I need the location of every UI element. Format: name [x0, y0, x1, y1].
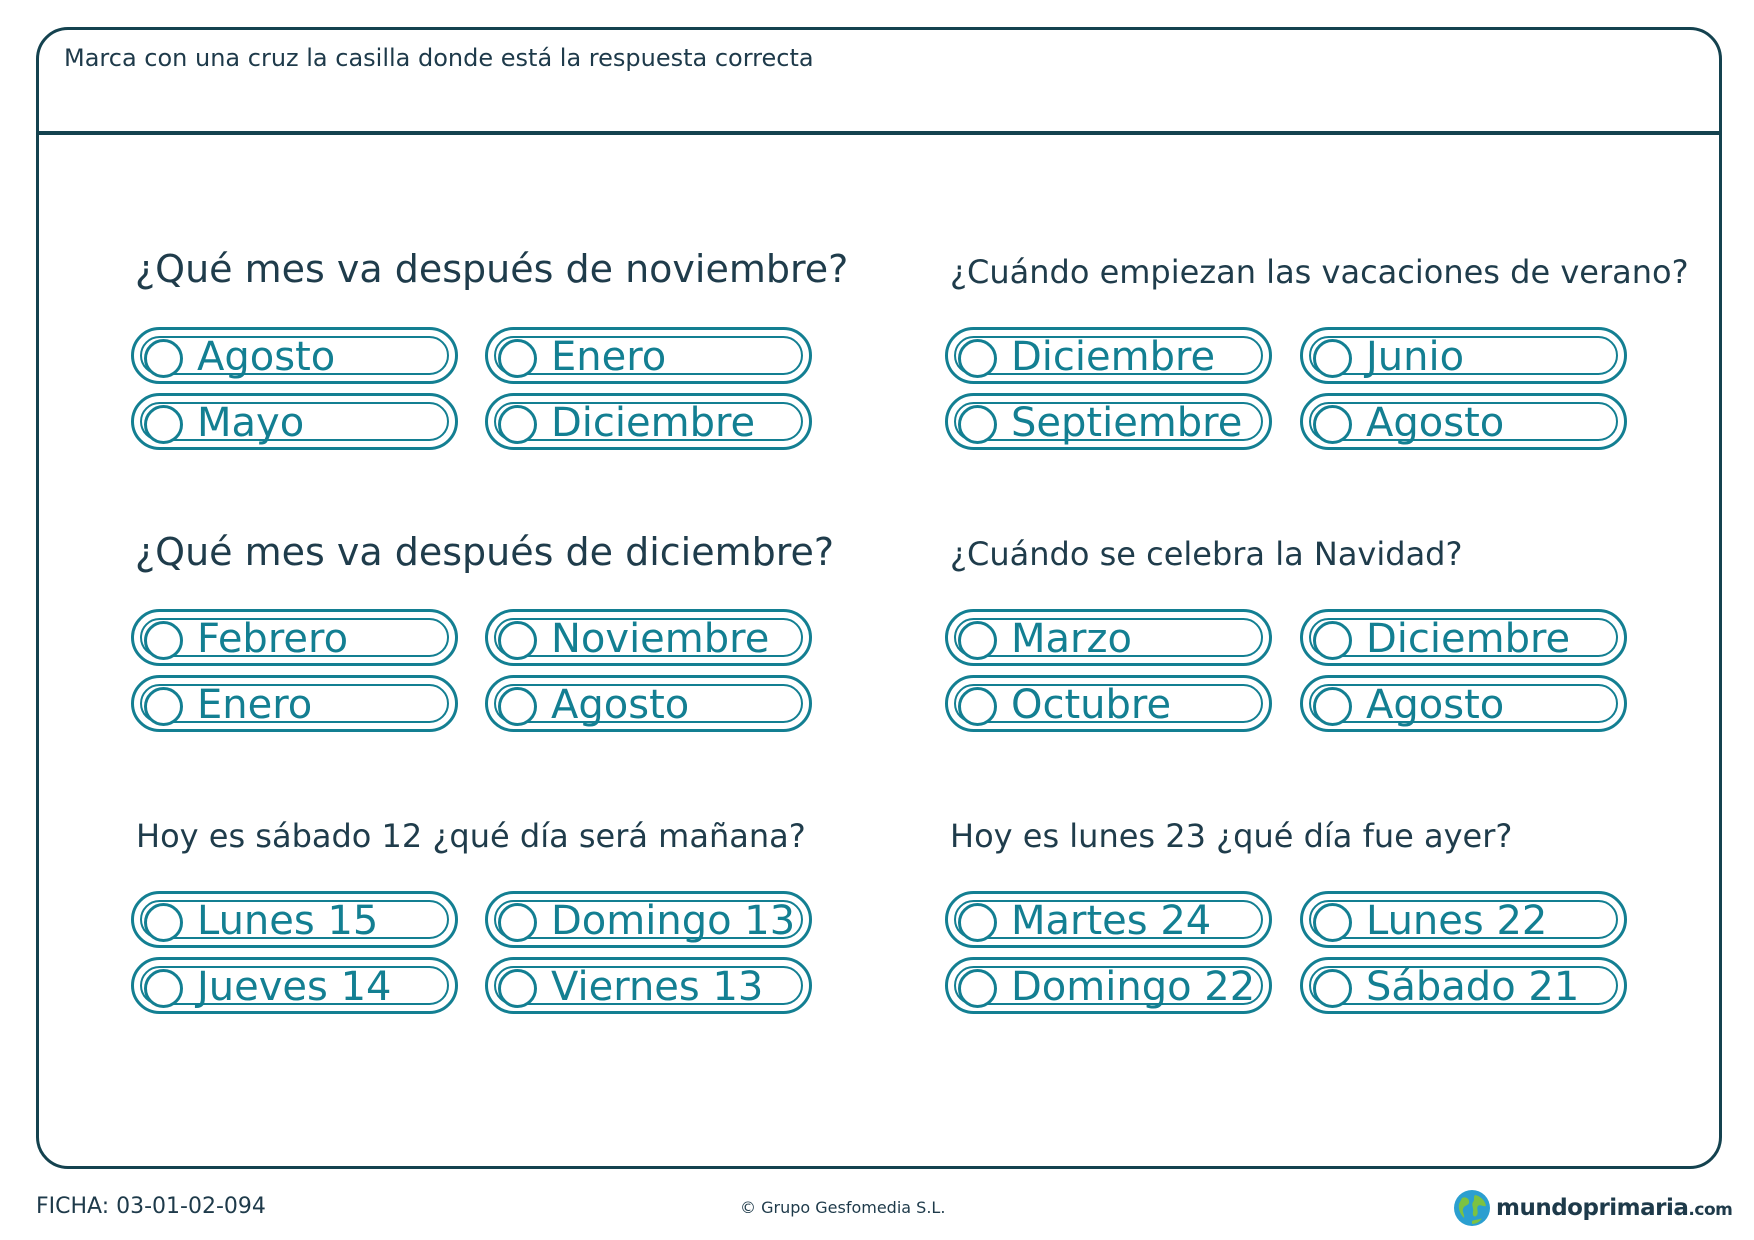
radio-circle-icon[interactable] [958, 339, 997, 378]
radio-circle-icon[interactable] [144, 339, 183, 378]
option-label: Septiembre [1011, 400, 1243, 446]
radio-circle-icon[interactable] [958, 969, 997, 1008]
option-label: Diciembre [551, 400, 756, 446]
option-button[interactable] [945, 891, 1272, 948]
option-label: Jueves 14 [197, 964, 392, 1010]
header-divider [36, 131, 1722, 135]
option-button[interactable] [485, 957, 812, 1014]
option-button[interactable] [1300, 327, 1627, 384]
option-button[interactable] [131, 675, 458, 732]
radio-circle-icon[interactable] [958, 405, 997, 444]
radio-circle-icon[interactable] [144, 621, 183, 660]
worksheet-code: FICHA: 03-01-02-094 [36, 1194, 266, 1219]
option-button[interactable] [131, 891, 458, 948]
radio-circle-icon[interactable] [498, 405, 537, 444]
option-label: Enero [551, 334, 667, 380]
option-button[interactable] [945, 327, 1272, 384]
option-label: Marzo [1011, 616, 1132, 662]
option-label: Agosto [197, 334, 336, 380]
option-button[interactable] [1300, 609, 1627, 666]
option-button[interactable] [485, 891, 812, 948]
option-label: Junio [1366, 334, 1465, 380]
question-5: Hoy es sábado 12 ¿qué día será mañana? [136, 817, 806, 855]
option-button[interactable] [485, 675, 812, 732]
option-label: Domingo 13 [551, 898, 796, 944]
radio-circle-icon[interactable] [1313, 687, 1352, 726]
radio-circle-icon[interactable] [498, 687, 537, 726]
radio-circle-icon[interactable] [144, 405, 183, 444]
radio-circle-icon[interactable] [1313, 621, 1352, 660]
option-label: Mayo [197, 400, 305, 446]
option-button[interactable] [131, 957, 458, 1014]
option-label: Noviembre [551, 616, 770, 662]
option-button[interactable] [945, 675, 1272, 732]
radio-circle-icon[interactable] [144, 969, 183, 1008]
question-1: ¿Qué mes va después de noviembre? [135, 247, 849, 291]
option-button[interactable] [945, 609, 1272, 666]
option-label: Agosto [551, 682, 690, 728]
radio-circle-icon[interactable] [958, 621, 997, 660]
radio-circle-icon[interactable] [1313, 339, 1352, 378]
option-button[interactable] [485, 609, 812, 666]
question-4: ¿Cuándo se celebra la Navidad? [950, 535, 1463, 573]
option-button[interactable] [1300, 675, 1627, 732]
option-button[interactable] [1300, 891, 1627, 948]
radio-circle-icon[interactable] [144, 903, 183, 942]
option-button[interactable] [945, 393, 1272, 450]
radio-circle-icon[interactable] [498, 903, 537, 942]
radio-circle-icon[interactable] [1313, 405, 1352, 444]
question-3: ¿Qué mes va después de diciembre? [135, 530, 835, 574]
option-label: Enero [197, 682, 313, 728]
option-label: Febrero [197, 616, 349, 662]
site-logo[interactable] [1452, 1188, 1732, 1228]
radio-circle-icon[interactable] [498, 969, 537, 1008]
option-button[interactable] [131, 609, 458, 666]
option-label: Sábado 21 [1366, 964, 1580, 1010]
radio-circle-icon[interactable] [958, 903, 997, 942]
option-button[interactable] [485, 327, 812, 384]
option-label: Agosto [1366, 400, 1505, 446]
option-label: Lunes 15 [197, 898, 379, 944]
question-6: Hoy es lunes 23 ¿qué día fue ayer? [950, 817, 1513, 855]
option-label: Viernes 13 [551, 964, 764, 1010]
option-label: Diciembre [1366, 616, 1571, 662]
option-button[interactable] [945, 957, 1272, 1014]
radio-circle-icon[interactable] [958, 687, 997, 726]
radio-circle-icon[interactable] [144, 687, 183, 726]
option-button[interactable] [485, 393, 812, 450]
option-label: Lunes 22 [1366, 898, 1548, 944]
option-label: Agosto [1366, 682, 1505, 728]
option-button[interactable] [131, 393, 458, 450]
option-label: Octubre [1011, 682, 1172, 728]
logo-text: mundoprimaria.com [1496, 1195, 1733, 1221]
option-label: Diciembre [1011, 334, 1216, 380]
option-label: Domingo 22 [1011, 964, 1256, 1010]
radio-circle-icon[interactable] [1313, 969, 1352, 1008]
globe-icon [1452, 1188, 1492, 1228]
instruction-text: Marca con una cruz la casilla donde está la respuesta correcta [64, 44, 814, 72]
option-button[interactable] [1300, 393, 1627, 450]
question-2: ¿Cuándo empiezan las vacaciones de verano? [950, 253, 1689, 291]
option-button[interactable] [131, 327, 458, 384]
copyright-text: © Grupo Gesfomedia S.L. [740, 1198, 946, 1217]
option-button[interactable] [1300, 957, 1627, 1014]
radio-circle-icon[interactable] [1313, 903, 1352, 942]
radio-circle-icon[interactable] [498, 339, 537, 378]
option-label: Martes 24 [1011, 898, 1212, 944]
radio-circle-icon[interactable] [498, 621, 537, 660]
